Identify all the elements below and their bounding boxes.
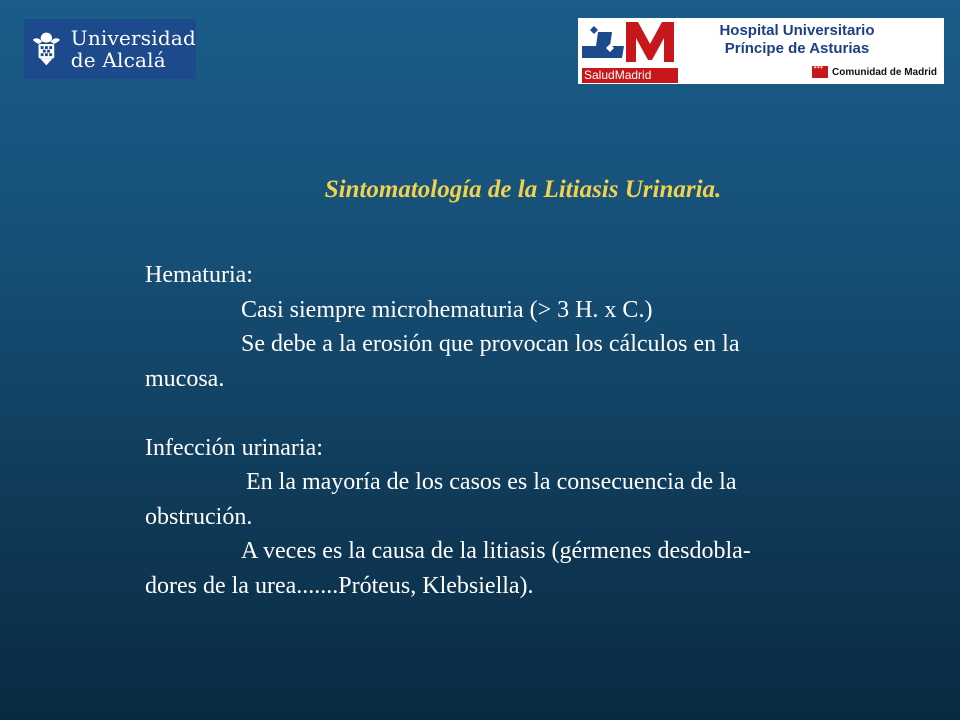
madrid-flag-icon: [812, 66, 828, 78]
infeccion-point-2-cont: dores de la urea.......Próteus, Klebsiella).: [145, 572, 534, 599]
hematuria-point-2-cont: mucosa.: [145, 365, 225, 392]
hospital-title-line1: Hospital Universitario: [719, 22, 875, 39]
infeccion-point-1: En la mayoría de los casos es la consecuencia de la: [246, 469, 737, 495]
section-heading-infeccion: Infección urinaria:: [145, 434, 323, 461]
comunidad-madrid-badge: [812, 66, 937, 78]
university-logo: [24, 19, 196, 79]
salud-madrid-label: SaludMadrid: [582, 68, 678, 83]
infeccion-point-2: A veces es la causa de la litiasis (gérmenes desdobla-: [241, 538, 751, 564]
hospital-logo: [578, 18, 944, 84]
hematuria-point-2: Se debe a la erosión que provocan los cálculos en la: [241, 331, 740, 357]
slide-title: Sintomatología de la Litiasis Urinaria.: [324, 176, 722, 203]
comunidad-madrid-label: Comunidad de Madrid: [832, 66, 937, 78]
hematuria-point-1: Casi siempre microhematuria (> 3 H. x C.): [241, 296, 653, 323]
hospital-title-line2: Príncipe de Asturias: [724, 40, 870, 57]
section-heading-hematuria: Hematuria:: [145, 262, 253, 288]
university-name-line2: de Alcalá: [70, 48, 166, 72]
infeccion-point-1-cont: obstrución.: [145, 503, 253, 530]
university-name-line1: Universidad: [70, 26, 196, 50]
salud-madrid-mark-icon: [578, 18, 688, 68]
slide-body: [145, 258, 925, 603]
university-crest-icon: [30, 22, 63, 76]
